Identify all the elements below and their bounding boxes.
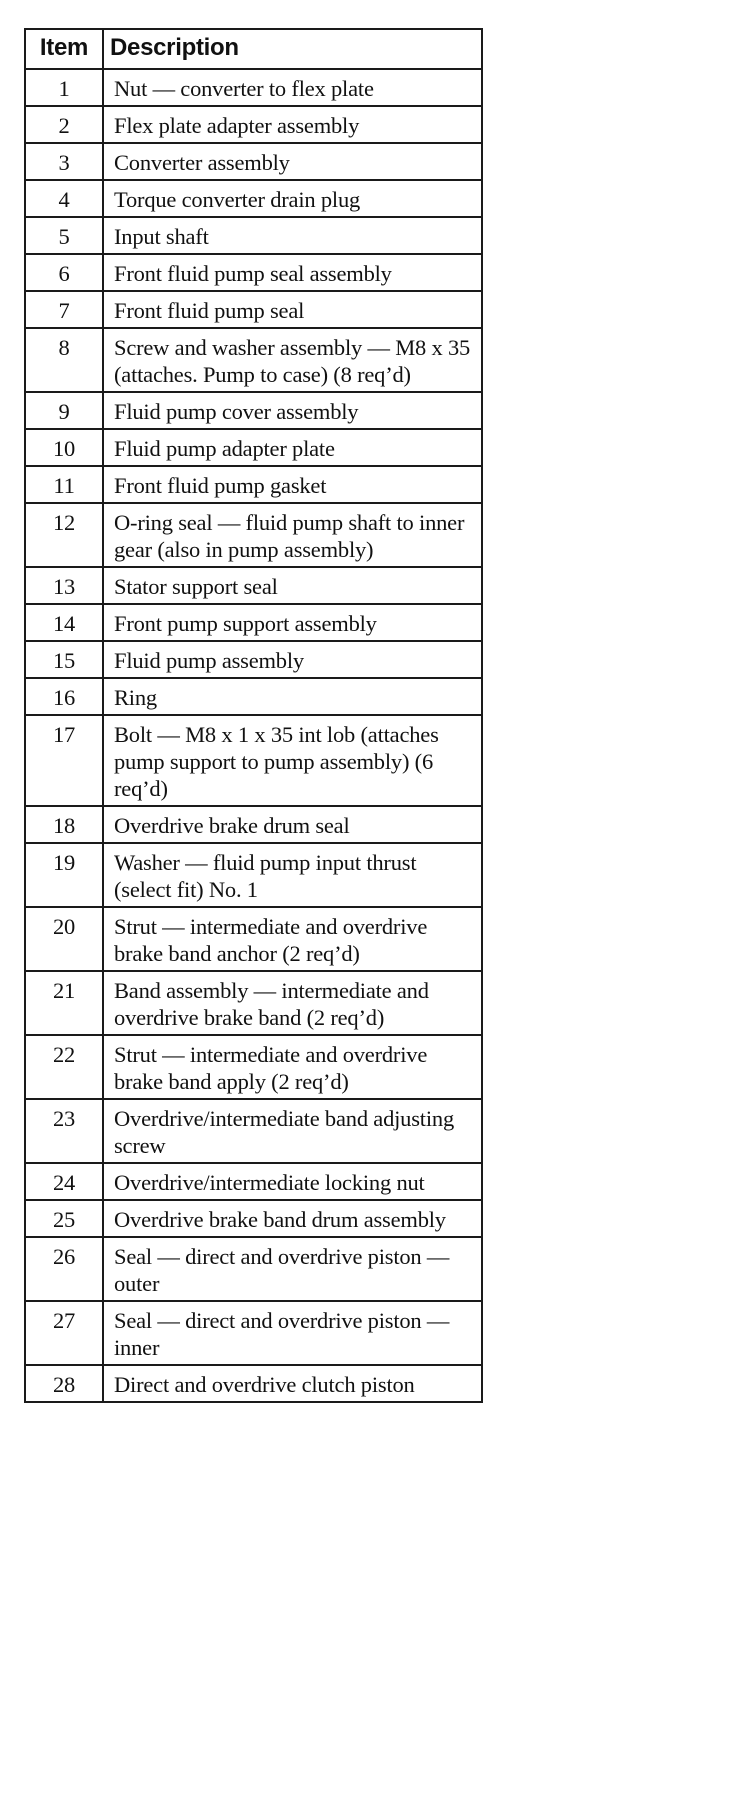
table-row (25, 1200, 482, 1237)
table-row (25, 254, 482, 291)
table-row (25, 143, 482, 180)
table-row (25, 907, 482, 971)
table-header-row (25, 29, 482, 69)
table-row (25, 843, 482, 907)
item-number: 6 (25, 254, 103, 291)
table-row (25, 1099, 482, 1163)
item-description: Fluid pump cover assembly (103, 392, 482, 429)
table-row (25, 1301, 482, 1365)
table-row (25, 429, 482, 466)
item-number: 4 (25, 180, 103, 217)
item-description: Direct and overdrive clutch piston (103, 1365, 482, 1402)
item-description: Overdrive brake drum seal (103, 806, 482, 843)
item-description: Front fluid pump seal assembly (103, 254, 482, 291)
item-number: 9 (25, 392, 103, 429)
item-number: 11 (25, 466, 103, 503)
item-description: Strut — intermediate and overdrive brake band anchor (2 req’d) (103, 907, 482, 971)
item-description: Torque converter drain plug (103, 180, 482, 217)
item-number: 13 (25, 567, 103, 604)
item-number: 1 (25, 69, 103, 106)
item-number: 3 (25, 143, 103, 180)
table-row (25, 806, 482, 843)
table-row (25, 678, 482, 715)
table-row (25, 291, 482, 328)
table-row (25, 971, 482, 1035)
item-number: 28 (25, 1365, 103, 1402)
item-description: Nut — converter to flex plate (103, 69, 482, 106)
item-description: Converter assembly (103, 143, 482, 180)
item-number: 10 (25, 429, 103, 466)
item-description: Band assembly — intermediate and overdrive brake band (2 req’d) (103, 971, 482, 1035)
item-description: Bolt — M8 x 1 x 35 int lob (attaches pump support to pump assembly) (6 req’d) (103, 715, 482, 806)
item-number: 15 (25, 641, 103, 678)
parts-table-body (25, 69, 482, 1402)
item-number: 2 (25, 106, 103, 143)
table-row (25, 106, 482, 143)
item-number: 7 (25, 291, 103, 328)
table-row (25, 1365, 482, 1402)
item-description: Front fluid pump gasket (103, 466, 482, 503)
item-description: Overdrive/intermediate band adjusting screw (103, 1099, 482, 1163)
item-description: Fluid pump assembly (103, 641, 482, 678)
table-row (25, 180, 482, 217)
item-description: Seal — direct and overdrive piston — outer (103, 1237, 482, 1301)
item-description: Washer — fluid pump input thrust (select fit) No. 1 (103, 843, 482, 907)
item-number: 12 (25, 503, 103, 567)
table-row (25, 715, 482, 806)
table-row (25, 641, 482, 678)
table-row (25, 1163, 482, 1200)
item-description: Ring (103, 678, 482, 715)
description-column-header: Description (103, 29, 482, 69)
item-number: 24 (25, 1163, 103, 1200)
item-number: 21 (25, 971, 103, 1035)
item-number: 19 (25, 843, 103, 907)
item-description: Front pump support assembly (103, 604, 482, 641)
item-number: 8 (25, 328, 103, 392)
item-description: Screw and washer assembly — M8 x 35 (attaches. Pump to case) (8 req’d) (103, 328, 482, 392)
item-description: Input shaft (103, 217, 482, 254)
item-description: O-ring seal — fluid pump shaft to inner gear (also in pump assembly) (103, 503, 482, 567)
item-number: 5 (25, 217, 103, 254)
item-description: Front fluid pump seal (103, 291, 482, 328)
table-row (25, 392, 482, 429)
table-row (25, 328, 482, 392)
item-description: Stator support seal (103, 567, 482, 604)
item-description: Fluid pump adapter plate (103, 429, 482, 466)
parts-table (24, 28, 483, 1403)
table-row (25, 1035, 482, 1099)
item-description: Flex plate adapter assembly (103, 106, 482, 143)
table-row (25, 466, 482, 503)
item-description: Overdrive/intermediate locking nut (103, 1163, 482, 1200)
item-column-header: Item (25, 29, 103, 69)
item-number: 20 (25, 907, 103, 971)
item-description: Overdrive brake band drum assembly (103, 1200, 482, 1237)
item-number: 26 (25, 1237, 103, 1301)
table-row (25, 1237, 482, 1301)
item-number: 17 (25, 715, 103, 806)
item-number: 18 (25, 806, 103, 843)
item-number: 16 (25, 678, 103, 715)
item-number: 23 (25, 1099, 103, 1163)
table-row (25, 604, 482, 641)
table-row (25, 217, 482, 254)
table-row (25, 69, 482, 106)
item-number: 25 (25, 1200, 103, 1237)
item-description: Seal — direct and overdrive piston — inner (103, 1301, 482, 1365)
item-number: 27 (25, 1301, 103, 1365)
table-row (25, 503, 482, 567)
item-description: Strut — intermediate and overdrive brake band apply (2 req’d) (103, 1035, 482, 1099)
item-number: 22 (25, 1035, 103, 1099)
table-row (25, 567, 482, 604)
item-number: 14 (25, 604, 103, 641)
